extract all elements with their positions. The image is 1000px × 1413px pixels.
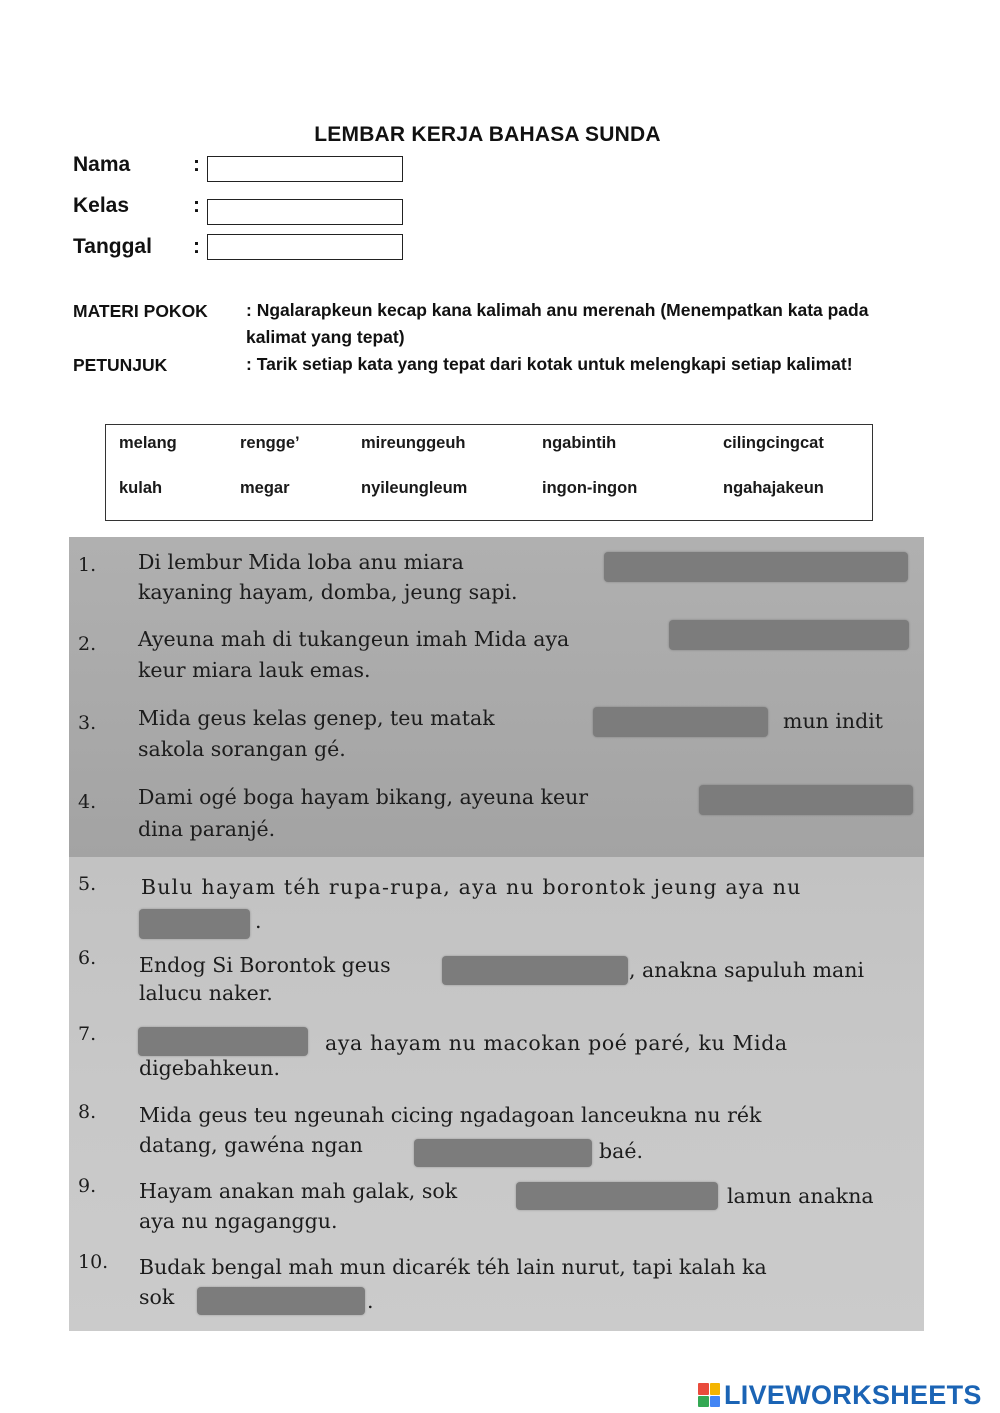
question-text: digebahkeun. xyxy=(139,1056,280,1080)
name-input[interactable] xyxy=(207,156,403,182)
question-text: sok xyxy=(139,1285,175,1309)
liveworksheets-logo-icon xyxy=(698,1383,720,1407)
word-option[interactable]: ngabintih xyxy=(542,434,617,452)
logo-text: LIVEWORKSHEETS xyxy=(724,1379,982,1410)
question-number: 7. xyxy=(78,1023,97,1045)
question-text: . xyxy=(367,1289,374,1313)
petunjuk-text: : Tarik setiap kata yang tepat dari kotak untuk melengkapi setiap kalimat! xyxy=(246,354,853,374)
name-label: Nama xyxy=(73,153,131,176)
date-input[interactable] xyxy=(207,234,403,260)
worksheet-title: LEMBAR KERJA BAHASA SUNDA xyxy=(314,123,661,146)
answer-drop-zone[interactable] xyxy=(604,552,908,582)
answer-drop-zone[interactable] xyxy=(516,1182,718,1210)
word-option[interactable]: rengge’ xyxy=(240,434,300,452)
question-number: 3. xyxy=(78,712,97,734)
class-colon: : xyxy=(193,194,200,217)
question-text: Di lembur Mida loba anu miara xyxy=(138,550,464,574)
question-number: 8. xyxy=(78,1101,97,1123)
question-text: Bulu hayam téh rupa-rupa, aya nu borontok jeung aya nu xyxy=(141,875,802,899)
question-text: . xyxy=(255,909,262,933)
question-photo-bottom xyxy=(69,857,924,1331)
answer-drop-zone[interactable] xyxy=(669,620,909,650)
answer-drop-zone[interactable] xyxy=(593,707,768,737)
question-number: 6. xyxy=(78,947,97,969)
question-text: Mida geus kelas genep, teu matak xyxy=(138,706,495,730)
petunjuk-label: PETUNJUK xyxy=(73,355,168,375)
word-option[interactable]: ngahajakeun xyxy=(723,479,824,497)
question-photo-top xyxy=(69,537,924,857)
question-text: aya hayam nu macokan poé paré, ku Mida xyxy=(325,1031,788,1055)
question-text: kayaning hayam, domba, jeung sapi. xyxy=(138,580,518,604)
question-text: aya nu ngaganggu. xyxy=(139,1209,338,1233)
question-text: Dami ogé boga hayam bikang, ayeuna keur xyxy=(138,785,589,809)
word-option[interactable]: mireunggeuh xyxy=(361,434,466,452)
question-text: lalucu naker. xyxy=(139,981,273,1005)
question-text: Mida geus teu ngeunah cicing ngadagoan lanceukna nu rék xyxy=(139,1103,762,1127)
question-text: Hayam anakan mah galak, sok xyxy=(139,1179,458,1203)
question-text: keur miara lauk emas. xyxy=(138,658,371,682)
question-text: baé. xyxy=(599,1139,643,1163)
question-text: Ayeuna mah di tukangeun imah Mida aya xyxy=(138,627,570,651)
question-number: 5. xyxy=(78,873,97,895)
word-option[interactable]: ingon-ingon xyxy=(542,479,638,497)
materi-text: : Ngalarapkeun kecap kana kalimah anu merenah (Menempatkan kata pada kalimat yang tepat) xyxy=(246,300,869,347)
word-option[interactable]: cilingcingcat xyxy=(723,434,824,452)
class-input[interactable] xyxy=(207,199,403,225)
word-option[interactable]: melang xyxy=(119,434,177,452)
question-text: mun indit xyxy=(783,709,884,733)
logo-icon-tile xyxy=(710,1383,721,1395)
answer-drop-zone[interactable] xyxy=(699,785,913,815)
class-label: Kelas xyxy=(73,194,130,217)
answer-drop-zone[interactable] xyxy=(197,1287,365,1315)
question-text: Budak bengal mah mun dicarék téh lain nurut, tapi kalah ka xyxy=(139,1255,767,1279)
question-number: 1. xyxy=(78,554,97,576)
name-colon: : xyxy=(193,153,200,176)
question-text: datang, gawéna ngan xyxy=(139,1133,363,1157)
liveworksheets-logo xyxy=(698,1378,982,1412)
question-text: lamun anakna xyxy=(727,1184,874,1208)
question-text: sakola sorangan gé. xyxy=(138,737,346,761)
answer-drop-zone[interactable] xyxy=(414,1139,592,1167)
word-option[interactable]: kulah xyxy=(119,479,163,497)
answer-drop-zone[interactable] xyxy=(139,909,250,939)
question-text: , anakna sapuluh mani xyxy=(629,958,865,982)
date-label: Tanggal xyxy=(73,235,152,258)
question-text: Endog Si Borontok geus xyxy=(139,953,391,977)
logo-icon-tile xyxy=(698,1383,709,1395)
answer-drop-zone[interactable] xyxy=(442,956,628,985)
word-bank xyxy=(105,424,873,521)
question-number: 9. xyxy=(78,1175,97,1197)
word-option[interactable]: nyileungleum xyxy=(361,479,468,497)
logo-icon-tile xyxy=(698,1396,709,1408)
materi-label: MATERI POKOK xyxy=(73,301,208,321)
logo-icon-tile xyxy=(710,1396,721,1408)
word-option[interactable]: megar xyxy=(240,479,290,497)
question-number: 4. xyxy=(78,791,97,813)
answer-drop-zone[interactable] xyxy=(138,1027,308,1056)
question-number: 2. xyxy=(78,633,97,655)
date-colon: : xyxy=(193,235,200,258)
question-text: dina paranjé. xyxy=(138,817,276,841)
question-number: 10. xyxy=(78,1251,109,1273)
